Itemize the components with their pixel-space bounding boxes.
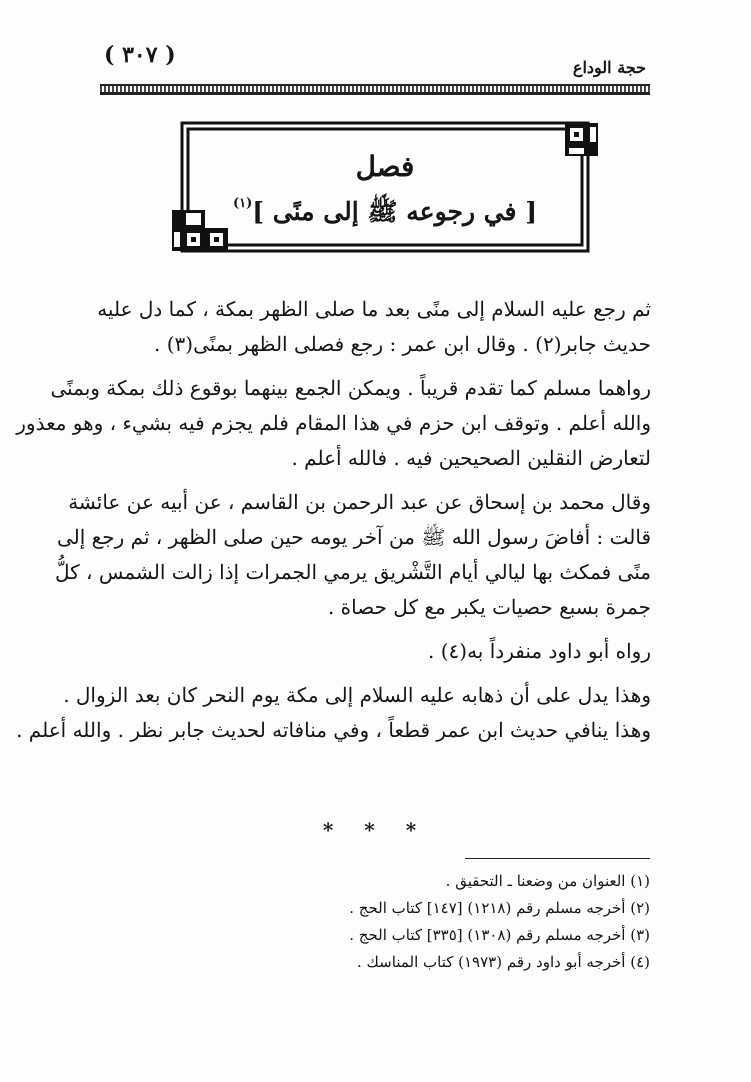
body-line: والله أعلم . وتوقف ابن حزم في هذا المقام فلم يجزم فيه بشيء ، وهو معذور	[16, 411, 651, 435]
chapter-frame	[170, 118, 600, 256]
section-separator: * * *	[322, 818, 429, 842]
body-line: جمرة بسبع حصيات يكبر مع كل حصاة .	[327, 595, 651, 619]
running-title: حجة الوداع	[572, 58, 646, 77]
footnote-item: (٤) أخرجه أبو داود رقم (١٩٧٣) كتاب المناسك .	[357, 953, 650, 971]
footnote-item: (١) العنوان من وضعنا ـ التحقيق .	[445, 872, 650, 890]
body-line: رواه أبو داود منفرداً به(٤) .	[428, 639, 651, 663]
body-line: وقال محمد بن إسحاق عن عبد الرحمن بن القاسم ، عن أبيه عن عائشة	[68, 490, 651, 514]
body-line: وهذا يدل على أن ذهابه عليه السلام إلى مكة يوم النحر كان بعد الزوال .	[63, 683, 651, 707]
body-line: حديث جابر(٢) . وقال ابن عمر : رجع فصلى الظهر بمنًى(٣) .	[154, 332, 651, 356]
body-line: وهذا ينافي حديث ابن عمر قطعاً ، وفي منافاته لحديث جابر نظر . والله أعلم .	[16, 718, 651, 742]
footnote-marker: (١)	[232, 196, 253, 211]
page-number: ( ٣٠٧ )	[104, 42, 176, 68]
footnotes	[220, 868, 650, 976]
body-line: منًى فمكث بها ليالي أيام التَّشْريق يرمي الجمرات إذا زالت الشمس ، كلُّ	[55, 560, 651, 584]
footnote-item: (٣) أخرجه مسلم رقم (١٣٠٨) [٣٣٥] كتاب الحج .	[349, 926, 650, 944]
ornamental-frame-icon	[170, 118, 600, 256]
body-text	[16, 292, 651, 748]
chapter-subtitle	[170, 196, 600, 233]
body-line: قالت : أفاضَ رسول الله ﷺ من آخر يومه حين صلى الظهر ، ثم رجع إلى	[56, 525, 651, 549]
body-line: ثم رجع عليه السلام إلى منًى بعد ما صلى الظهر بمكة ، كما دل عليه	[97, 297, 651, 321]
header-rule	[100, 84, 650, 95]
body-line: رواهما مسلم كما تقدم قريباً . ويمكن الجمع بينهما بوقوع ذلك بمكة وبمنًى	[50, 376, 651, 400]
body-line: لتعارض النقلين الصحيحين فيه . فالله أعلم .	[291, 446, 651, 470]
footnote-rule	[465, 858, 650, 859]
footnote-item: (٢) أخرجه مسلم رقم (١٢١٨) [١٤٧] كتاب الحج .	[349, 899, 650, 917]
chapter-subtitle-text: [ في رجوعه ﷺ إلى منًى ]	[252, 197, 538, 226]
page-header	[100, 42, 650, 82]
chapter-title: فصل	[355, 150, 415, 183]
